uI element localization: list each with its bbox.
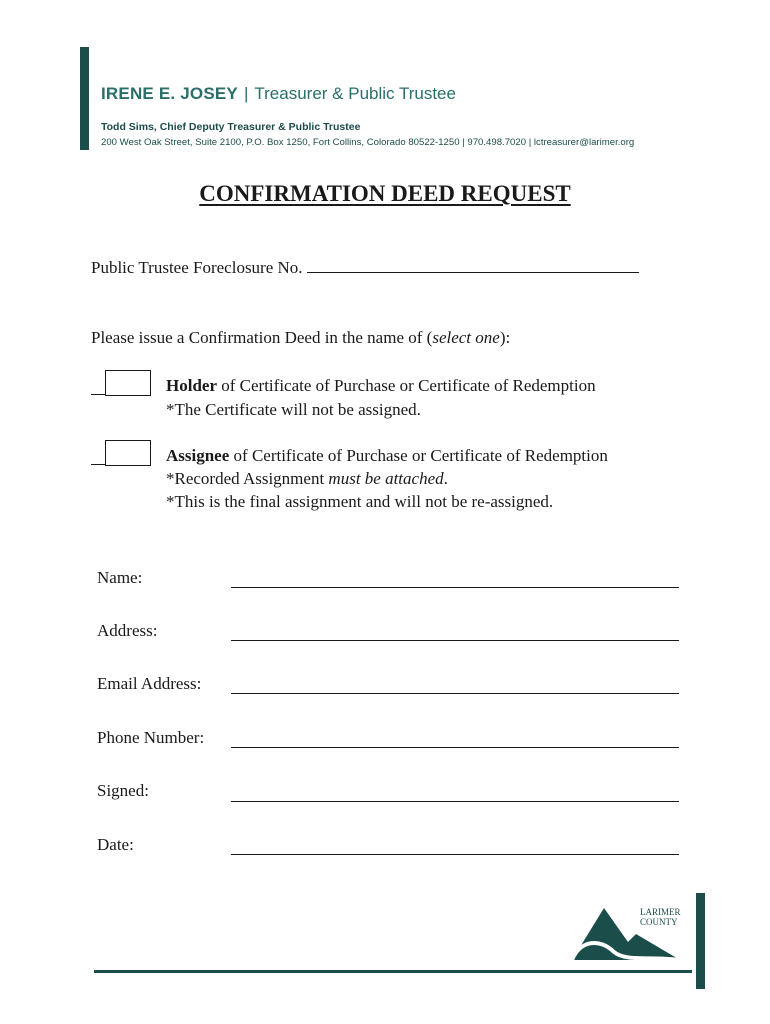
treasurer-name: IRENE E. JOSEY bbox=[101, 84, 238, 103]
assignee-description: of Certificate of Purchase or Certificate of Redemption bbox=[229, 446, 608, 465]
footer-rule bbox=[94, 970, 692, 973]
larimer-county-logo bbox=[570, 902, 682, 962]
email-field[interactable] bbox=[231, 693, 679, 694]
holder-note: *The Certificate will not be assigned. bbox=[166, 400, 421, 419]
assignee-checkbox[interactable] bbox=[105, 440, 151, 466]
foreclosure-label: Public Trustee Foreclosure No. bbox=[91, 258, 303, 277]
header-separator: | bbox=[243, 84, 249, 103]
assignee-option-line bbox=[166, 444, 608, 467]
holder-option-line bbox=[166, 374, 596, 397]
foreclosure-number-row bbox=[91, 258, 639, 278]
issue-instruction bbox=[91, 328, 510, 348]
header-accent-bar bbox=[80, 47, 89, 150]
signed-label: Signed: bbox=[97, 781, 149, 800]
issue-select-one: select one bbox=[432, 328, 500, 347]
contact-line: 200 West Oak Street, Suite 2100, P.O. Box 1250, Fort Collins, Colorado 80522-1250 | 970.498.7020 | lctreasurer@larimer.org bbox=[101, 137, 635, 148]
assignee-label: Assignee bbox=[166, 446, 230, 465]
issue-text: Please issue a Confirmation Deed in the name of ( bbox=[91, 328, 433, 347]
signature-field[interactable] bbox=[231, 801, 679, 802]
foreclosure-number-field[interactable] bbox=[307, 258, 639, 273]
holder-description: of Certificate of Purchase or Certificate of Redemption bbox=[217, 376, 596, 395]
assignee-note-final: *This is the final assignment and will not be re-assigned. bbox=[166, 492, 554, 511]
assignee-note-pre: *Recorded Assignment bbox=[166, 469, 329, 488]
assignee-note-attachment bbox=[166, 467, 448, 490]
treasurer-role: Treasurer & Public Trustee bbox=[254, 84, 456, 103]
phone-field[interactable] bbox=[231, 747, 679, 748]
header-name-line bbox=[101, 84, 456, 104]
issue-end: ): bbox=[499, 328, 511, 347]
holder-label: Holder bbox=[166, 376, 217, 395]
assignee-note-italic: must be attached bbox=[328, 469, 444, 488]
name-field[interactable] bbox=[231, 587, 679, 588]
name-label: Name: bbox=[97, 568, 143, 587]
footer-accent-bar bbox=[696, 893, 705, 989]
logo-text-line2: COUNTY bbox=[640, 917, 678, 927]
holder-checkbox[interactable] bbox=[105, 370, 151, 396]
date-field[interactable] bbox=[231, 854, 679, 855]
date-label: Date: bbox=[97, 835, 134, 854]
address-label: Address: bbox=[97, 621, 158, 640]
address-field[interactable] bbox=[231, 640, 679, 641]
form-title: CONFIRMATION DEED REQUEST bbox=[199, 181, 571, 206]
phone-label: Phone Number: bbox=[97, 728, 205, 747]
assignee-note-post: . bbox=[443, 469, 448, 488]
logo-text-line1: LARIMER bbox=[640, 907, 681, 917]
deputy-line: Todd Sims, Chief Deputy Treasurer & Public Trustee bbox=[101, 121, 361, 133]
email-label: Email Address: bbox=[97, 674, 202, 693]
